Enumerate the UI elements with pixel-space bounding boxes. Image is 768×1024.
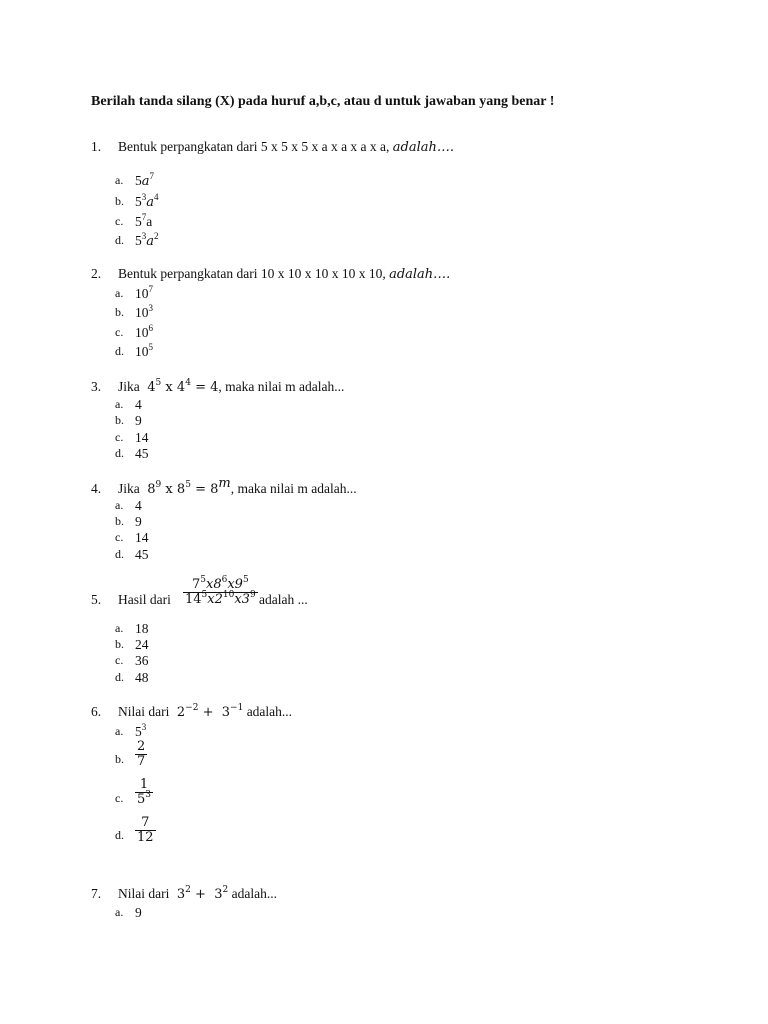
- question-suffix: adalah...: [231, 886, 277, 901]
- question-number: 3.: [91, 379, 102, 394]
- math-expression: $8^9$ x $8^5 = 8^m$: [147, 476, 231, 497]
- question-number: 4.: [91, 481, 102, 496]
- math-expression: $2^{-2} + 3^{-1}$: [176, 703, 244, 720]
- question-tail: adalah….: [392, 140, 455, 155]
- question-number: 2.: [91, 266, 102, 281]
- question-tail: adalah….: [389, 267, 451, 282]
- question-prefix: Hasil dari: [118, 592, 171, 607]
- worksheet-page: Berilah tanda silang (X) pada huruf a,b,c, atau d untuk jawaban yang benar ! 1. Bentuk perpangkatan dari 5 x 5 x 5 x a x a x a x a, adalah…. a. $5a^7$ b. $5^3a^4$ c. $5^7a$ d. $5^3a^2$ 2. Bentuk perpangkatan dari 10 x 10 x 10 x 10 x 10, adalah…. a. $10^7$ b. $10^3$ c. $10^6$ d. $10^5$ 3. Jika $4^5$ x $4^4 = 4$, maka nilai m adalah... a. 4 b. 9 c. 14 d. 45 4. Jika $8^9$ x $8^5 = 8^m$, maka nilai m adalah... a. 4 b. 9 c. 14 d. 45 5. Hasil dari $\frac{7^5x8^6x9^5}{14^5x2^{10}x3^9}$ adalah ... a. 18 b. 24 c. 36 d. 48 6. Nilai dari $2^{-2} + 3^{-1}$ adalah... a. $5^3$ b. $\frac{2}{7}$ c. $\frac{1}{5^3}$ d. $\frac{7}{12}$ 7. Nilai dari $3^2 + 3^2$ adalah... a. 9: [91, 94, 555, 920]
- question-6: [91, 704, 491, 724]
- question-3: [91, 379, 491, 399]
- question-suffix: , maka nilai m adalah...: [230, 481, 357, 496]
- question-prefix: Jika: [118, 379, 140, 394]
- question-text: Bentuk perpangkatan dari 10 x 10 x 10 x 10 x 10,: [118, 266, 386, 281]
- question-prefix: Nilai dari: [118, 886, 170, 901]
- question-prefix: Nilai dari: [118, 704, 170, 719]
- fraction-numerator: $7^5x8^6x9^5$: [191, 575, 249, 592]
- fraction: $\frac{1}{5^3}$: [137, 777, 152, 808]
- fraction: $\frac{2}{7}$: [137, 739, 146, 770]
- math-expression: $3^2 + 3^2$: [176, 885, 229, 902]
- math-expression: $4^5$ x $4^4 = 4$: [147, 378, 219, 395]
- question-number: 7.: [91, 886, 102, 901]
- question-prefix: Jika: [118, 481, 140, 496]
- question-2: [91, 266, 491, 286]
- fraction-denominator: $14^5x2^{10}x3^9$: [185, 590, 256, 608]
- fraction-expression: [183, 575, 258, 608]
- question-text: Bentuk perpangkatan dari 5 x 5 x 5 x a x a x a x a,: [118, 139, 390, 154]
- question-1: [91, 139, 491, 159]
- question-7: [91, 886, 491, 906]
- question-number: 5.: [91, 592, 102, 607]
- question-suffix: adalah ...: [259, 592, 308, 607]
- question-number: 6.: [91, 704, 102, 719]
- question-4: [91, 476, 491, 501]
- fraction: $\frac{7}{12}$: [137, 815, 154, 846]
- question-5: [91, 576, 511, 620]
- question-suffix: , maka nilai m adalah...: [218, 379, 345, 394]
- instruction-heading: Berilah tanda silang (X) pada huruf a,b,c, atau d untuk jawaban yang benar !: [91, 94, 555, 109]
- question-suffix: adalah...: [246, 704, 293, 719]
- question-number: 1.: [91, 139, 102, 154]
